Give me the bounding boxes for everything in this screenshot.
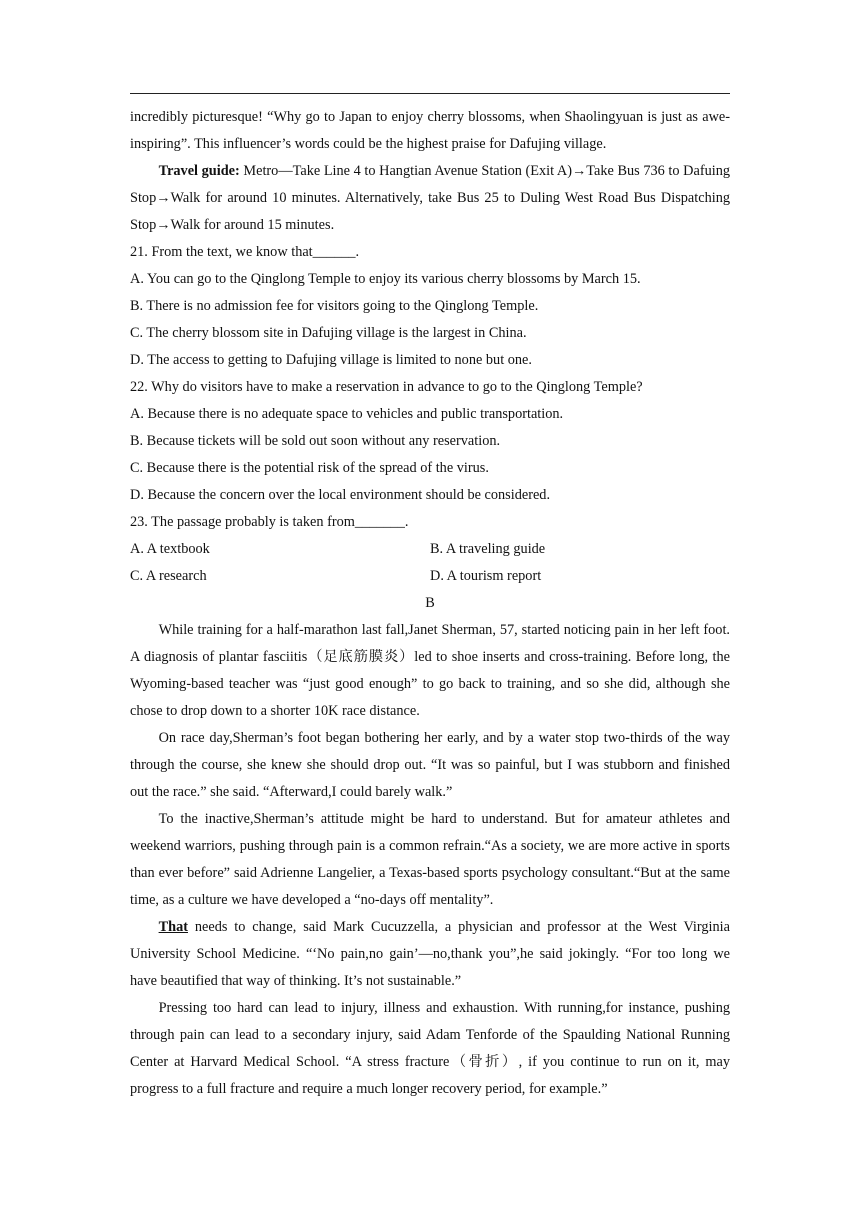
that-paragraph-rest: needs to change, said Mark Cucuzzella, a physician and professor at the West Virginia University School Medicine. “‘No pain,no gain’—no,thank you”,he said jokingly. “For too long we have beautified that way of thinking. It’s not sustainable.” [130, 919, 730, 989]
travel-guide-label: Travel guide: [158, 163, 240, 179]
that-keyword: That [158, 919, 188, 935]
question-21-option-b: B. There is no admission fee for visitors going to the Qinglong Temple. [130, 298, 539, 314]
question-23-options-row-2 [130, 563, 730, 590]
travel-guide-paragraph [130, 158, 730, 239]
travel-guide-text: Metro—Take Line 4 to Hangtian Avenue Station (Exit A)→Take Bus 736 to Dafuing Stop→Walk for around 10 minutes. Alternatively, take Bus 25 to Duling West Road Bus Dispatching Stop→Walk for around 15 minutes. [130, 163, 730, 233]
header-rule [130, 93, 730, 94]
passage-b-paragraph-1: While training for a half-marathon last fall,Janet Sherman, 57, started noticing pain in her left foot. A diagnosis of plantar fasciitis（足底筋膜炎）led to shoe inserts and cross-training. Before long, the Wyoming-based teacher was “just good enough” to go back to training, and so she did, although she chose to drop down to a shorter 10K race distance. [130, 622, 730, 719]
question-23-option-c: C. A research [130, 568, 207, 584]
section-b-heading: B [425, 595, 435, 611]
intro-paragraph: incredibly picturesque! “Why go to Japan to enjoy cherry blossoms, when Shaolingyuan is just as awe- inspiring”. This influencer’s words could be the highest praise for Dafujing village. [130, 109, 730, 152]
passage-b-paragraph-4 [130, 914, 730, 995]
passage-b-paragraph-2: On race day,Sherman’s foot began bothering her early, and by a water stop two-thirds of the way through the course, she knew she should drop out. “It was so painful, but I was stubborn and finished out the race.” she said. “Afterward,I could barely walk.” [130, 730, 730, 800]
question-22-option-a: A. Because there is no adequate space to vehicles and public transportation. [130, 406, 564, 422]
question-23-option-d: D. A tourism report [430, 568, 542, 584]
question-22-stem: 22. Why do visitors have to make a reservation in advance to go to the Qinglong Temple? [130, 379, 643, 395]
question-22-option-d: D. Because the concern over the local environment should be considered. [130, 487, 551, 503]
question-22-option-c: C. Because there is the potential risk of the spread of the virus. [130, 460, 489, 476]
question-21-stem: 21. From the text, we know that______. [130, 244, 360, 260]
passage-b-paragraph-5: Pressing too hard can lead to injury, illness and exhaustion. With running,for instance, pushing through pain can lead to a secondary injury, said Adam Tenforde of the Spaulding National Running Center at Harvard Medical School. “A stress fracture（骨折）, if you continue to run on it, may progress to a full fracture and require a much longer recovery period, for example.” [130, 1000, 730, 1097]
question-21-option-d: D. The access to getting to Dafujing village is limited to none but one. [130, 352, 532, 368]
question-23-stem: 23. The passage probably is taken from_______. [130, 514, 409, 530]
question-23-options-row-1 [130, 536, 730, 563]
document-body [130, 104, 730, 1103]
question-23-option-a: A. A textbook [130, 541, 210, 557]
question-23-option-b: B. A traveling guide [430, 541, 546, 557]
question-22-option-b: B. Because tickets will be sold out soon without any reservation. [130, 433, 501, 449]
passage-b-paragraph-3: To the inactive,Sherman’s attitude might be hard to understand. But for amateur athletes and weekend warriors, pushing through pain is a common refrain.“As a society, we are more active in sports than ever before” said Adrienne Langelier, a Texas-based sports psychology consultant.“But at the same time, as a culture we have developed a “no-days off mentality”. [130, 811, 730, 908]
question-21-option-c: C. The cherry blossom site in Dafujing village is the largest in China. [130, 325, 527, 341]
question-21-option-a: A. You can go to the Qinglong Temple to enjoy its various cherry blossoms by March 15. [130, 271, 641, 287]
